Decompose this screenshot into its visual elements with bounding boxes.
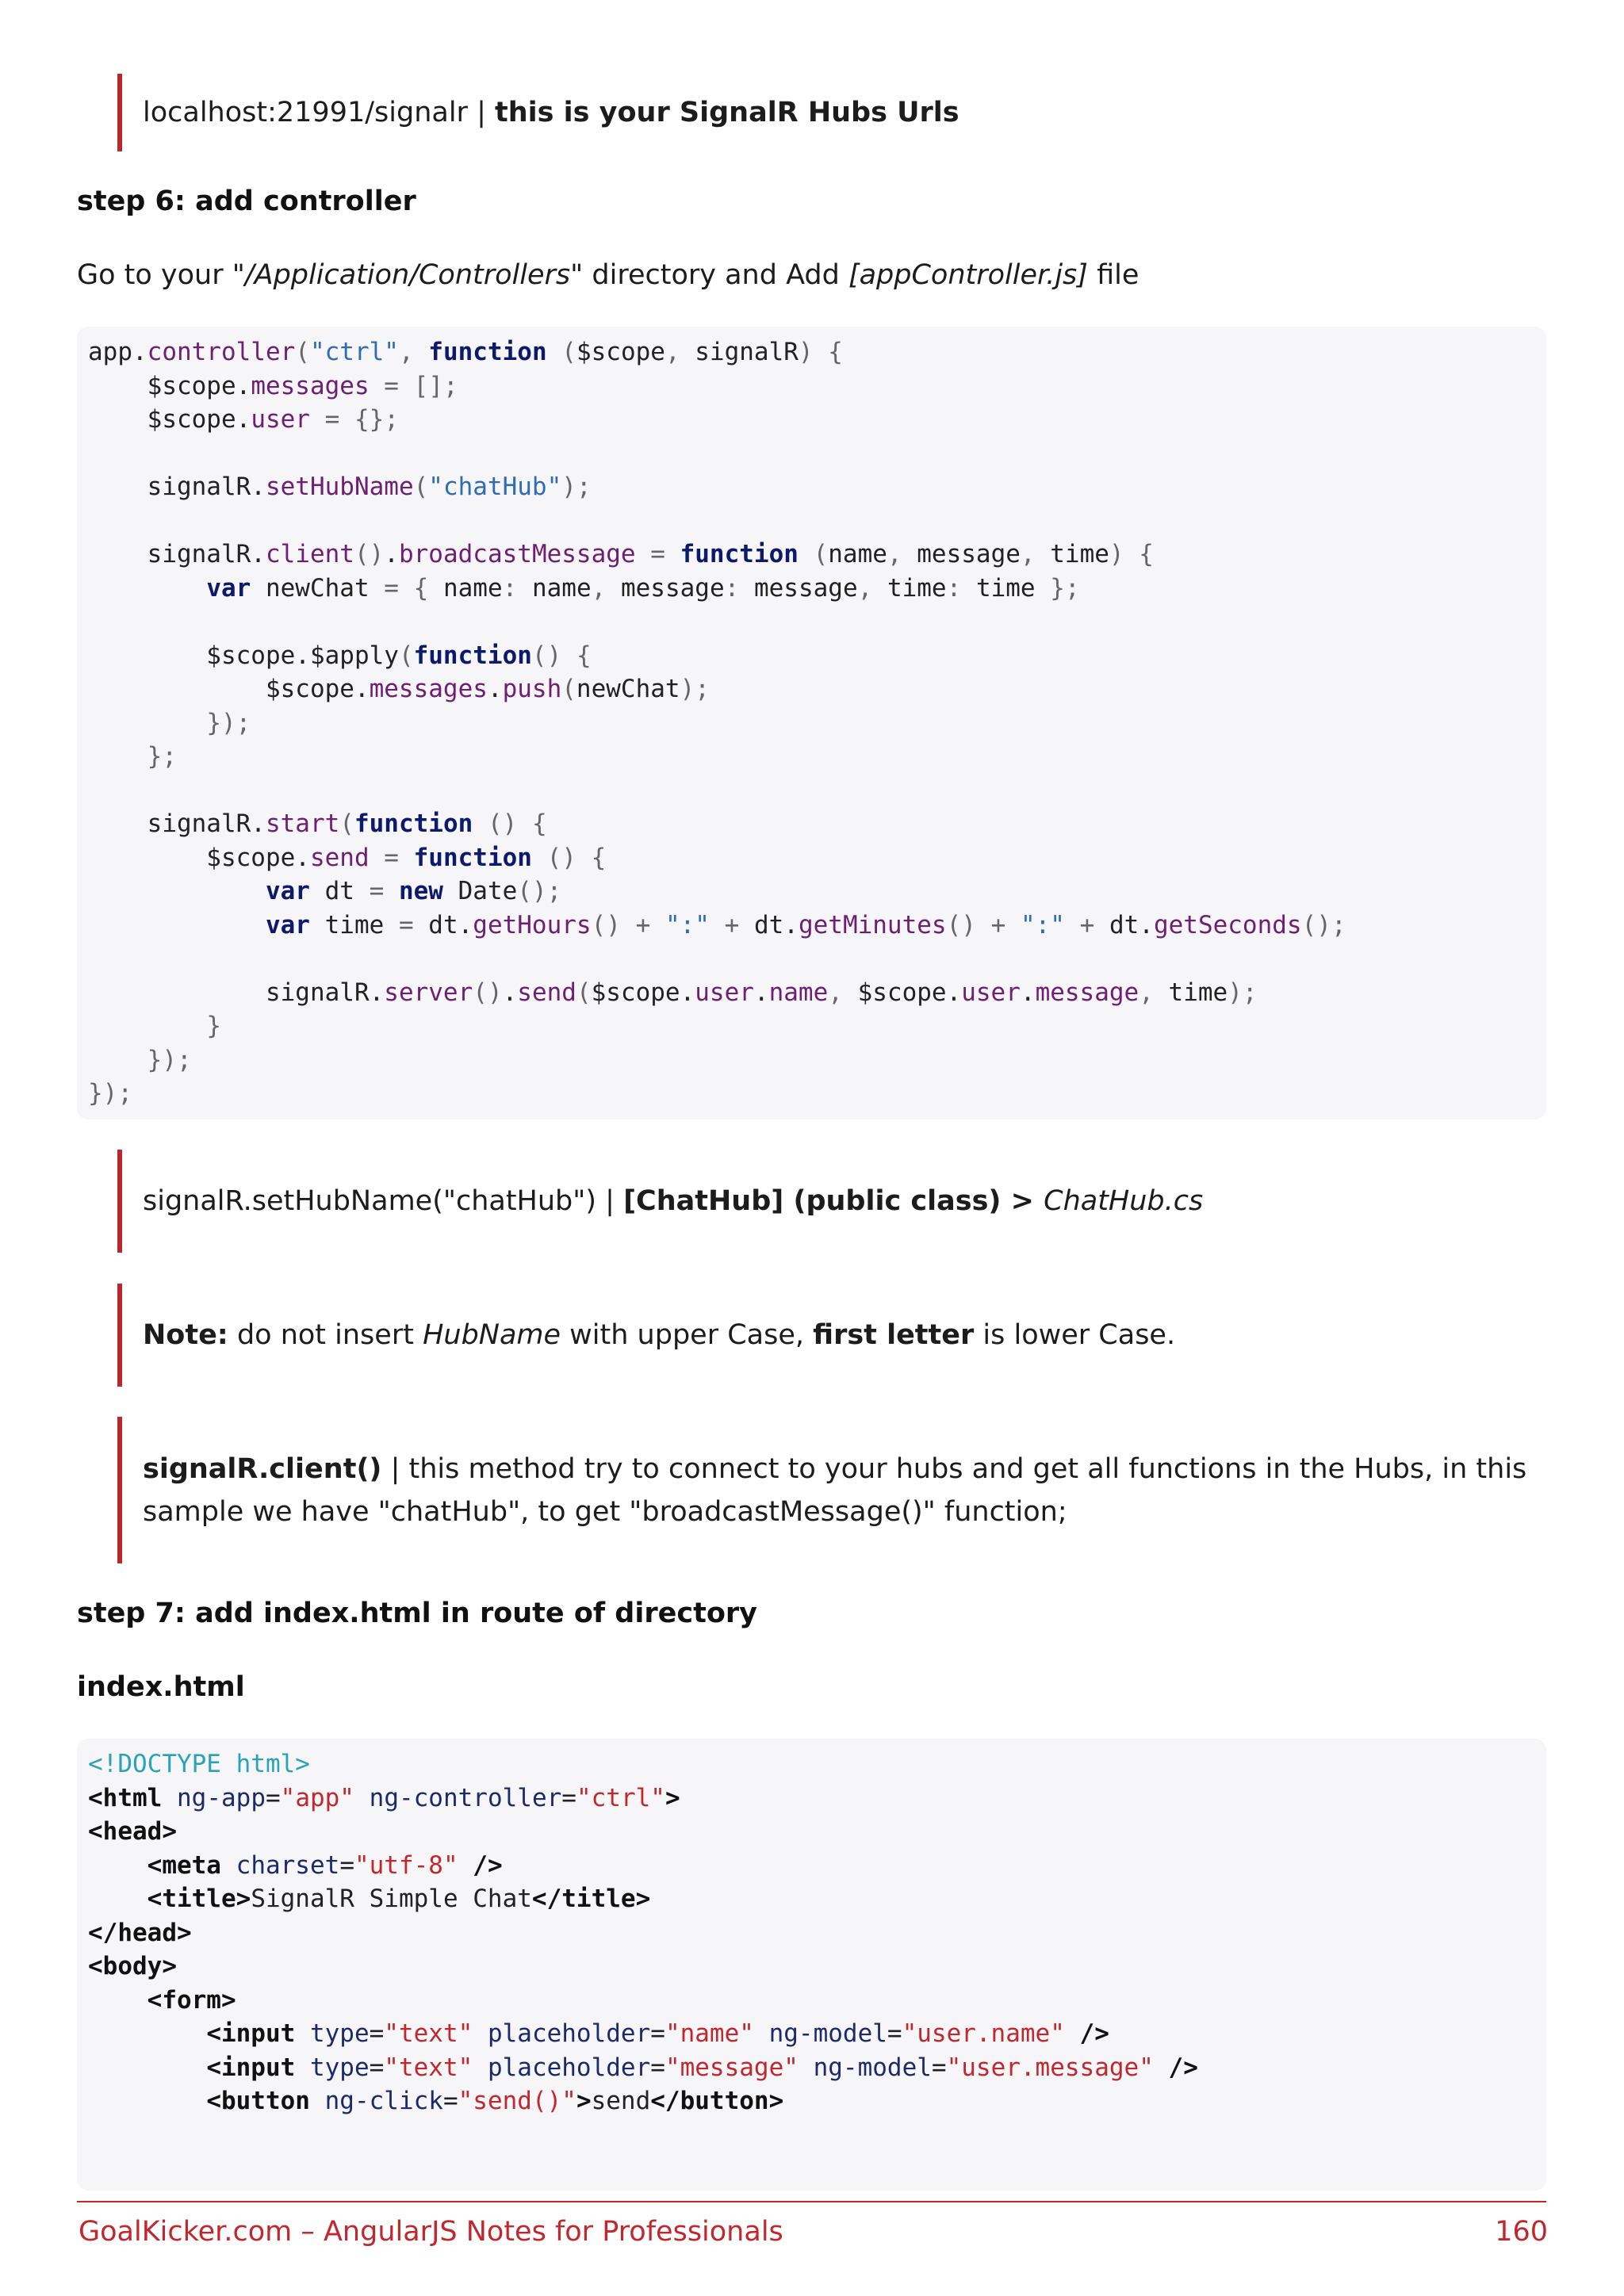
controller-code-line: var newChat = { name: name, message: message, time: time }; (206, 573, 1080, 603)
controller-code-line (88, 437, 1535, 471)
controller-code-line: signalR.server().send($scope.user.name, $scope.user.message, time); (88, 978, 1258, 1007)
chathub-class: [ChatHub] (public class) (623, 1185, 1002, 1217)
index-html-code-line: <body> (88, 1952, 177, 1980)
index-html-code-line: </head> (88, 1918, 192, 1947)
controller-code-line: }); (206, 708, 251, 737)
callout-text: signalR.setHubName("chatHub") | [ChatHub] (public class) > ChatHub.cs (143, 1185, 1204, 1217)
callout-sethubname (117, 1150, 1203, 1253)
chathub-file: ChatHub.cs (1044, 1185, 1204, 1217)
controller-code-line: app.controller("ctrl", function ($scope, signalR) { (88, 338, 843, 366)
controller-code-line (88, 942, 1535, 976)
index-html-code-line: <title>SignalR Simple Chat</title> (147, 1885, 651, 1913)
callout-client (117, 1417, 1526, 1563)
callout-note (117, 1284, 1175, 1387)
index-html-code-line: <form> (147, 1985, 236, 2015)
index-html-code-line: <meta charset="utf-8" /> (147, 1850, 503, 1880)
controller-code-line (88, 504, 1535, 538)
controller-code-line: $scope.user = {}; (88, 405, 399, 434)
controller-code-line: }; (147, 742, 177, 771)
index-html-code-line: <input type="text" placeholder="message" ng-model="user.message" /> (206, 2053, 1198, 2082)
index-html-code-line: <!DOCTYPE html> (88, 1750, 310, 1778)
controller-code-line: signalR.client().broadcastMessage = function (name, message, time) { (88, 540, 1154, 568)
callout-text: signalR.client() | this method try to connect to your hubs and get all functions in the Hubs, in this sample we have "chatHub", to get "broadcastMessage()" function; (143, 1452, 1527, 1528)
controller-code-line: var dt = new Date(); (265, 877, 562, 905)
index-html-code-line: <button ng-click="send()">send</button> (206, 2087, 784, 2115)
client-method: signalR.client() (143, 1452, 382, 1485)
hub-url: localhost:21991/signalr (143, 97, 468, 128)
footer-rule (77, 2201, 1546, 2202)
controller-code-line: $scope.messages = []; (88, 371, 458, 400)
controller-code-line: var time = dt.getHours() + ":" + dt.getMinutes() + ":" + dt.getSeconds(); (265, 910, 1346, 939)
controller-code-line (88, 774, 1535, 808)
index-html-subheading: index.html (77, 1671, 245, 1703)
step7-heading: step 7: add index.html in route of directory (77, 1598, 757, 1629)
controller-code-line: signalR.setHubName("chatHub"); (88, 473, 592, 501)
controller-code-line: $scope.$apply(function() { (88, 641, 592, 670)
page-number: 160 (1495, 2216, 1548, 2248)
callout-hub-url (117, 74, 959, 151)
code-block-index-html (77, 1739, 1546, 2191)
callout-text: Note: do not insert HubName with upper Case, first letter is lower Case. (143, 1319, 1176, 1351)
hub-url-label: this is your SignalR Hubs Urls (495, 97, 959, 128)
code-block-controller (77, 327, 1546, 1119)
controller-code-line: $scope.messages.push(newChat); (88, 675, 710, 703)
note-label: Note: (143, 1319, 228, 1351)
footer-book-title: GoalKicker.com – AngularJS Notes for Professionals (79, 2216, 783, 2248)
index-html-code-line: <html ng-app="app" ng-controller="ctrl"> (88, 1783, 680, 1812)
index-html-code-line: <head> (88, 1817, 177, 1846)
controller-file: [appController.js] (848, 259, 1088, 291)
sethub-code: signalR.setHubName("chatHub") (143, 1185, 597, 1217)
callout-text: localhost:21991/signalr | this is your SignalR Hubs Urls (143, 97, 959, 128)
controller-code-line: } (206, 1012, 221, 1040)
controller-code-line: }); (88, 1079, 133, 1108)
controllers-dir: "/Application/Controllers" (232, 259, 584, 291)
controller-code-line: signalR.start(function () { (88, 809, 547, 838)
hubname-term: HubName (423, 1319, 561, 1351)
controller-code-line (88, 605, 1535, 639)
first-letter-term: first letter (813, 1319, 975, 1351)
controller-code-line: $scope.send = function () { (88, 843, 607, 872)
step6-heading: step 6: add controller (77, 186, 416, 217)
index-html-code-line: <input type="text" placeholder="name" ng-model="user.name" /> (206, 2019, 1109, 2048)
step6-paragraph: Go to your "/Application/Controllers" directory and Add [appController.js] file (77, 259, 1139, 291)
controller-code-line: }); (147, 1045, 192, 1074)
